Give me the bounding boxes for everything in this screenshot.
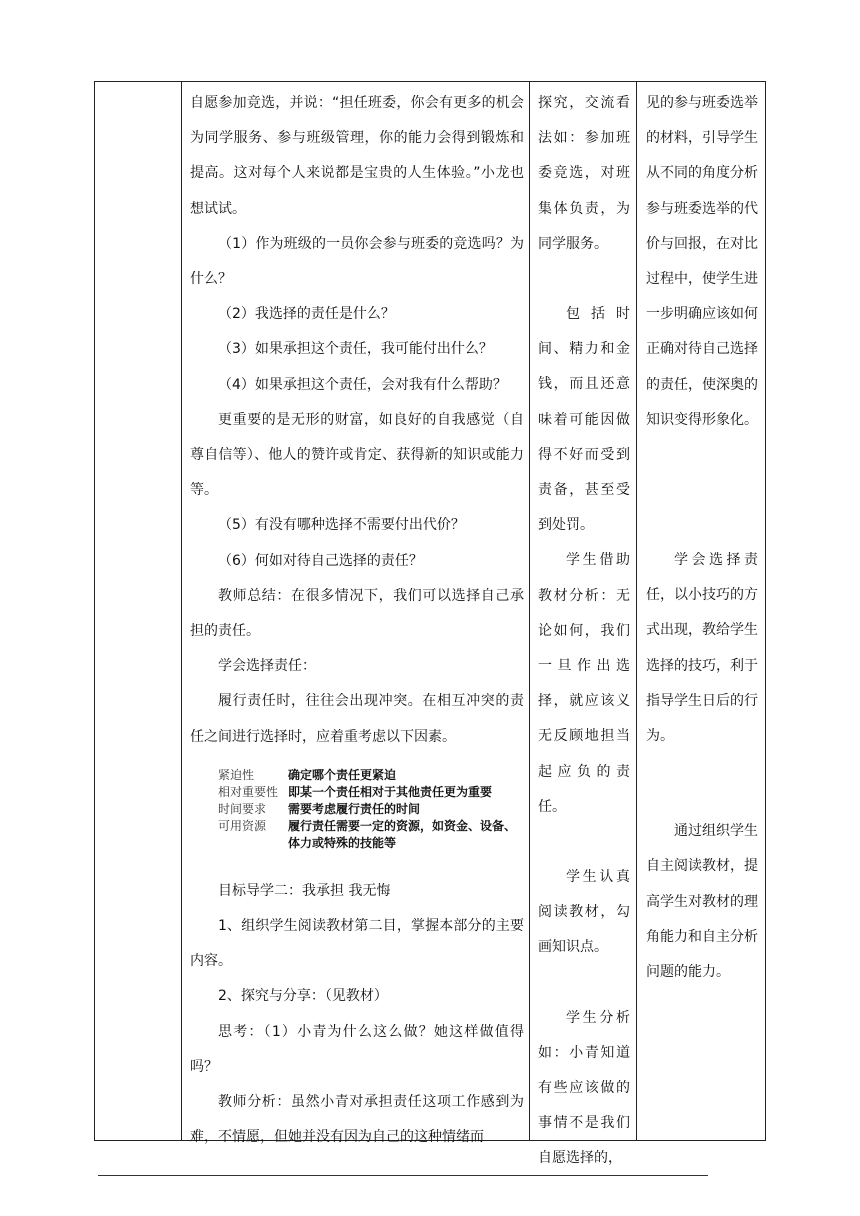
design-intent-1: 见的参与班委选举的材料，引导学生从不同的角度分析参与班委选举的代价与回报，在对比过程中，使学生进一步明确应该如何正确对待自己选择的责任，使深奥的知识变得形象化。: [646, 95, 758, 428]
factor-key: 时间要求: [218, 801, 267, 816]
step-1: 1、组织学生阅读教材第二目，掌握本部分的主要内容。: [190, 918, 524, 970]
think-question: 思考：（1）小青为什么这么做？她这样做值得吗？: [190, 1023, 524, 1075]
factor-key: 相对重要性: [218, 784, 279, 799]
design-intent-3: 通过组织学生自主阅读教材，提高学生对教材的理角能力和自主分析问题的能力。: [646, 823, 758, 981]
student-answer-2: 包括时间、精力和金钱，而且还意味着可能因做得不好而受到责备，甚至受到处罚。: [538, 306, 630, 534]
factor-value: 需要考虑履行责任的时间: [288, 801, 421, 816]
teacher-summary: 教师总结：在很多情况下，我们可以选择自己承担的责任。: [190, 587, 524, 640]
student-answer-4: 学生认真阅读教材，勾画知识点。: [538, 869, 630, 956]
factor-row: [218, 784, 524, 801]
choose-responsibility-heading: 学会选择责任：: [218, 658, 316, 675]
goal-2-heading: 目标导学二：我承担 我无悔: [218, 882, 391, 899]
student-answer-3: 学生借助教材分析：无论如何，我们一旦作出选择，就应该义无反顾地担当起应负的责任。: [538, 552, 630, 815]
design-intent-column: [646, 86, 758, 990]
factor-row: [218, 767, 524, 784]
student-activity-column: [538, 86, 630, 1177]
column-divider: [181, 81, 182, 1141]
question-2: （2）我选择的责任是什么？: [218, 306, 395, 323]
factor-key: 可用资源: [218, 818, 267, 833]
conflict-text: 履行责任时，往往会出现冲突。在相互冲突的责任之间进行选择时，应着重考虑以下因素。: [190, 693, 524, 745]
footer-rule: [98, 1175, 708, 1176]
student-answer-5: 学生分析如：小青知道有些应该做的事情不是我们自愿选择的，: [538, 1009, 630, 1167]
factor-row: [218, 818, 524, 852]
teacher-analysis: 教师分析：虽然小青对承担责任这项工作感到为难，不情愿，但她并没有因为自己的这种情绪而: [190, 1094, 524, 1146]
intangible-wealth-text: 更重要的是无形的财富，如良好的自我感觉（自尊自信等）、他人的赞许或肯定、获得新的知识或能力等。: [190, 411, 524, 499]
factors-table: [218, 767, 524, 852]
factor-row: [218, 801, 524, 818]
question-1: （1）作为班级的一员你会参与班委的竞选吗？为什么？: [190, 235, 524, 288]
step-2: 2、探究与分享：（见教材）: [218, 988, 388, 1005]
scenario-text: 自愿参加竞选，并说：“担任班委，你会有更多的机会为同学服务、参与班级管理，你的能力会得到锻炼和提高。这对每个人来说都是宝贵的人生体验。”小龙也想试试。: [190, 95, 524, 217]
question-5: （5）有没有哪种选择不需要付出代价？: [218, 517, 465, 534]
factor-value: 履行责任需要一定的资源，如资金、设备、体力或特殊的技能等: [288, 818, 517, 850]
factor-value: 确定哪个责任更紧迫: [288, 767, 397, 782]
factor-key: 紧迫性: [218, 767, 255, 782]
column-divider: [529, 81, 530, 1141]
question-4: （4）如果承担这个责任，会对我有什么帮助？: [218, 376, 507, 393]
column-divider: [636, 81, 637, 1141]
teacher-activity-column: [190, 86, 524, 1155]
question-3: （3）如果承担这个责任，我可能付出什么？: [218, 341, 493, 358]
design-intent-2: 学会选择责任，以小技巧的方式出现，教给学生选择的技巧，利于指导学生日后的行为。: [646, 552, 758, 745]
student-answer-1: 探究，交流看法如：参加班委竞选，对班集体负责，为同学服务。: [538, 95, 630, 252]
question-6: （6）何如对待自己选择的责任？: [218, 552, 423, 569]
factor-value: 即某一个责任相对于其他责任更为重要: [288, 784, 493, 799]
